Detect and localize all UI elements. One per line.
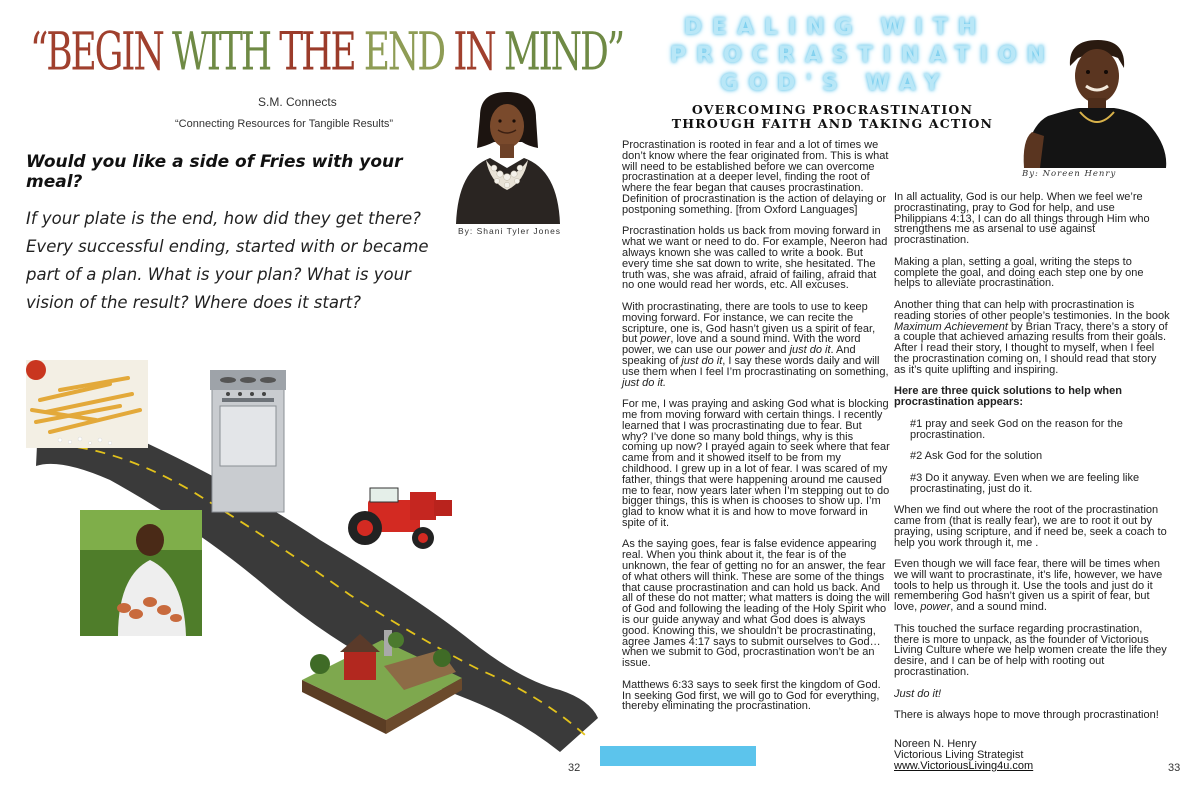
accent-bar bbox=[600, 746, 756, 766]
right-page bbox=[600, 0, 1200, 793]
paragraph: Making a plan, setting a goal, writing the steps to complete the goal, and doing each step one by one helps to alleviate procrastination. bbox=[894, 255, 1144, 290]
paragraph: Just do it! bbox=[894, 687, 942, 700]
paragraph: For me, I was praying and asking God what is blocking me from moving forward with certain things. I recently learned that I was procrastinating due to fear. But why? I’ve done so many bold things, why is this coming up now? I prayed again to seek where that fear came from and it showed itself to be from my childhood. I grew up in a lot of fear. I was scared of my father, things that were happening around me caused me to fear, now years later when I’m stepping out to do bigger things, this is when is chooses to show up. I’m glad to know what it is and how to move forward in spite of it. bbox=[622, 398, 890, 529]
subtitle-line: OVERCOMING PROCRASTINATION bbox=[691, 102, 974, 117]
paragraph: There is always hope to move through procrastination! bbox=[894, 709, 1159, 722]
paragraph: As the saying goes, fear is false evidence appearing real. When you think about it, the fear is of the unknown, the fear of getting no for an answer, the fear of what others will think. These are some of the things that cause procrastination and can hold us back. And all of these do not matter; what matters is doing the will of God and following the leading of the Holy Spirit who is our guide anyway and what God does is always good. Knowing this, we shouldn’t be procrastinating, agree James 4:17 says to submit ourselves to God… when we submit to God, procrastination won’t be an issue. bbox=[622, 538, 890, 670]
paragraph: Another thing that can help with procrastination is reading stories of other people’s testimonies. In the book Maximum Achievement by Brian Tracy, there’s a story of a couple that achieved amazing results from their goals. After I read their story, I thought to myself, when I feel the procrastination coming on, I should read that story as it’s quite uplifting and inspiring. bbox=[894, 298, 1170, 376]
article-subtitle bbox=[640, 103, 1025, 131]
page-number: 32 bbox=[568, 762, 581, 774]
title-line: DEALING WITH bbox=[683, 15, 987, 40]
road-illustration bbox=[0, 340, 600, 760]
title-word: END bbox=[363, 21, 444, 83]
paragraph: When we find out where the root of the procrastination came from (that is really fear), we are to root it out by praying, using scripture, and if need be, seek a coach to help you work through it, me . bbox=[894, 504, 1167, 549]
paragraph: With procrastinating, there are tools to use to keep moving forward. For instance, we can recite the scripture, one is, God hasn’t given us a spirit of fear, but power, love and a sound mind. With the word power, we can use our power and just do it. And speaking of just do it, I say these words daily and will use them when I feel I’m procrastinating on something, just do it. bbox=[622, 300, 889, 389]
title-word: MIND” bbox=[503, 21, 623, 83]
paragraph: In all actuality, God is our help. When we feel we’re procrastinating, pray to God for help, and use Philippians 4:13, I can do all things through Him who strengthens me as arsenal to use against procrastination. bbox=[894, 191, 1150, 247]
article-column-2 bbox=[894, 192, 1170, 782]
paragraph: This touched the surface regarding procrastination, there is more to unpack, as the founder of Victorious Living Culture where we help women create the life they desire, and I can be of help with rooting out procrastination. bbox=[894, 622, 1167, 679]
signature bbox=[894, 739, 1170, 771]
brand-name: S.M. Connects bbox=[258, 95, 337, 109]
section-heading: Here are three quick solutions to help when procrastination appears: bbox=[894, 385, 1122, 409]
tractor-image bbox=[348, 488, 452, 549]
title-word: THE bbox=[279, 21, 355, 83]
title-word: IN bbox=[453, 21, 495, 83]
intro-paragraph: If your plate is the end, how did they get there? Every successful ending, started with or became part of a plan. What is your plan? What is your vision of the result? Where does it start? bbox=[26, 209, 429, 312]
solution-item: #3 Do it anyway. Even when we are feeling like procrastinating, just do it. bbox=[910, 471, 1140, 495]
signature-name: Noreen N. Henry bbox=[894, 738, 977, 751]
brand-tagline: “Connecting Resources for Tangible Results” bbox=[175, 118, 394, 130]
article-title bbox=[670, 14, 1055, 98]
author-photo bbox=[1018, 36, 1170, 168]
solution-item: #1 pray and seek God on the reason for the procrastination. bbox=[910, 417, 1123, 441]
title-line: PROCRASTINATION bbox=[670, 43, 1055, 68]
page-number: 33 bbox=[1168, 762, 1181, 774]
title-word: “BEGIN bbox=[30, 21, 163, 83]
author-photo bbox=[450, 86, 565, 224]
signature-title: Victorious Living Strategist bbox=[894, 748, 1024, 761]
paragraph: Procrastination holds us back from moving forward in what we want or need to do. For example, Neeron had always known she was called to write a book. But every time she sat down to write, she hesitated. The truth was, she was afraid, afraid of failing, afraid that no one would read her words, etc. All excuses. bbox=[622, 225, 888, 292]
fries-image bbox=[26, 360, 148, 448]
website-link[interactable]: www.VictoriousLiving4u.com bbox=[894, 759, 1034, 772]
lead-question: Would you like a side of Fries with your meal? bbox=[26, 152, 403, 192]
paragraph: Even though we will face fear, there will be times when we will want to procrastinate, it’s life, however, we have tools to help us through it. Use the tools and just do it remembering God hasn’t given us a spirit of fear, but love, power, and a sound mind. bbox=[894, 558, 1163, 614]
title-word: WITH bbox=[171, 21, 270, 83]
subtitle-line: THROUGH FAITH AND TAKING ACTION bbox=[671, 116, 994, 131]
title-line: GOD'S WAY bbox=[720, 71, 950, 96]
article-column-1 bbox=[622, 140, 890, 723]
paragraph: Matthews 6:33 says to seek first the kingdom of God. In seeking God first, we will go to God for everything, thereby eliminating the procrastination. bbox=[622, 678, 881, 713]
solution-item: #2 Ask God for the solution bbox=[910, 450, 1043, 463]
farmer-image bbox=[80, 510, 202, 636]
author-byline: By: Shani Tyler Jones bbox=[458, 226, 562, 236]
stove-image bbox=[210, 370, 286, 512]
page-title bbox=[30, 14, 623, 90]
author-byline: By: Noreen Henry bbox=[1022, 169, 1117, 179]
paragraph: Procrastination is rooted in fear and a lot of times we don’t know where the fear originated from. This is what will need to be established before we can overcome procrastination at a deeper level, finding the root of where the fear began that causes procrastination. Definition of procrastination is the action of delaying or postponing something. [from Oxford Languages] bbox=[622, 139, 889, 216]
